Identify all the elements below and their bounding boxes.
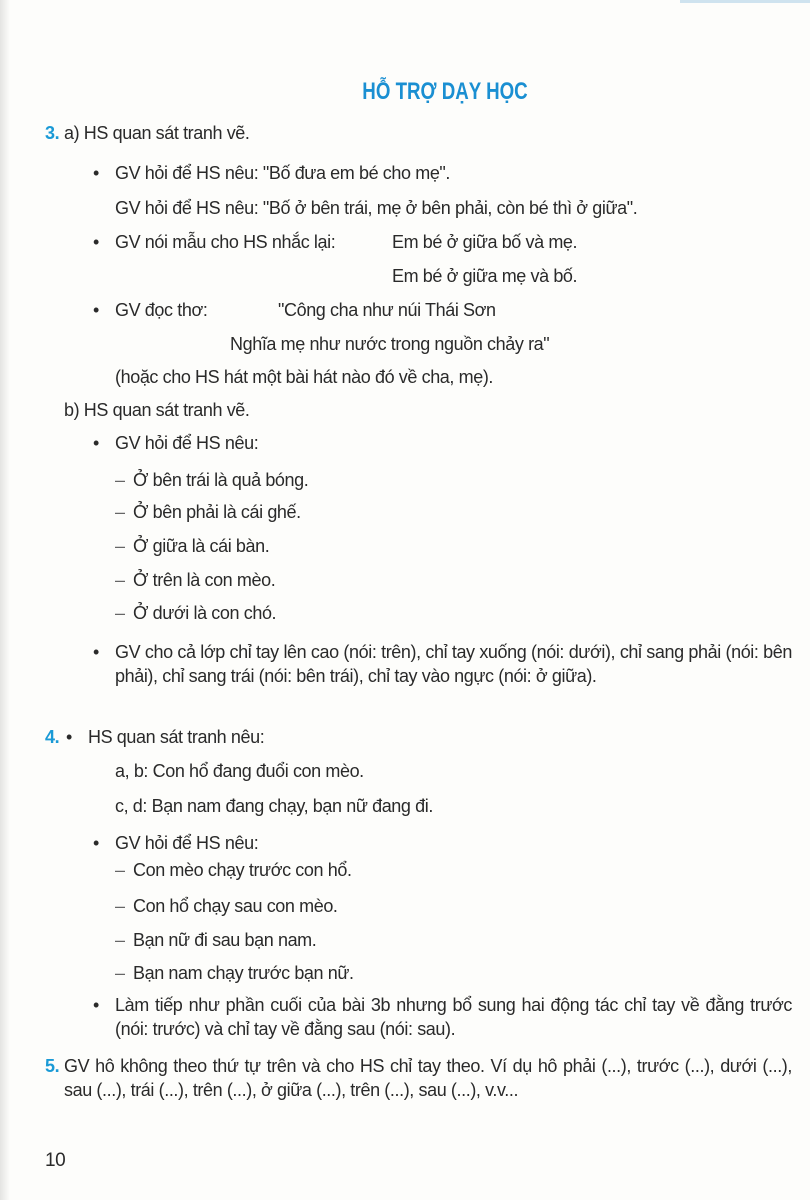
bullet-text: • GV hỏi để HS nêu: "Bố đưa em bé cho mẹ". <box>115 162 450 184</box>
list-item: – Ở giữa là cái bàn. <box>133 535 269 557</box>
page-edge-shadow <box>0 0 10 1200</box>
paragraph-text: a, b: Con hổ đang đuổi con mèo. <box>115 761 364 781</box>
paragraph-text: c, d: Bạn nam đang chạy, bạn nữ đang đi. <box>115 796 433 816</box>
example-line: Em bé ở giữa bố và mẹ. <box>392 232 578 252</box>
bullet-text: • GV hỏi để HS nêu: <box>115 832 258 854</box>
bullet-paragraph: • Làm tiếp như phần cuối của bài 3b nhưng bổ sung hai động tác chỉ tay về đằng trước (nói: trước) và chỉ tay về đằng sau (nói: sau). <box>115 993 792 1041</box>
list-item: – Bạn nam chạy trước bạn nữ. <box>133 962 354 984</box>
paragraph-text: GV hỏi để HS nêu: "Bố ở bên trái, mẹ ở bên phải, còn bé thì ở giữa". <box>115 198 638 218</box>
list-item: – Ở dưới là con chó. <box>133 602 276 624</box>
section-3-number: 3. <box>45 123 60 143</box>
bullet-text: • GV đọc thơ: <box>115 299 207 321</box>
bullet-text: • GV nói mẫu cho HS nhắc lại: <box>115 231 335 253</box>
paragraph-text: (hoặc cho HS hát một bài hát nào đó về cha, mẹ). <box>115 367 494 387</box>
list-item: – Ở trên là con mèo. <box>133 569 275 591</box>
list-item: – Ở bên phải là cái ghế. <box>133 501 301 523</box>
section-4-number: 4. <box>45 727 60 747</box>
example-line: Em bé ở giữa mẹ và bố. <box>392 266 578 286</box>
bullet-text: • GV hỏi để HS nêu: <box>115 432 258 454</box>
section-5-number: 5. <box>45 1056 60 1076</box>
bullet-text: • HS quan sát tranh nêu: <box>88 726 264 748</box>
paragraph-text: GV hô không theo thứ tự trên và cho HS chỉ tay theo. Ví dụ hô phải (...), trước (...), dưới (...), sau (...), trái (...), trên (...), ở giữa (...), trên (...), sau (...), v.v... <box>64 1056 792 1100</box>
top-border <box>680 0 810 3</box>
bullet-paragraph: • GV cho cả lớp chỉ tay lên cao (nói: trên), chỉ tay xuống (nói: dưới), chỉ sang phải (nói: bên phải), chỉ sang trái (nói: bên trái), chỉ tay vào ngực (nói: ở giữa). <box>115 640 792 688</box>
list-item: – Con hổ chạy sau con mèo. <box>133 895 338 917</box>
section-3a-heading: a) HS quan sát tranh vẽ. <box>64 123 250 143</box>
list-item: – Bạn nữ đi sau bạn nam. <box>133 929 316 951</box>
poem-line: "Công cha như núi Thái Sơn <box>278 300 496 320</box>
list-item: – Ở bên trái là quả bóng. <box>133 469 308 491</box>
poem-line: Nghĩa mẹ như nước trong nguồn chảy ra" <box>230 334 550 354</box>
section-3b-heading: b) HS quan sát tranh vẽ. <box>64 400 250 420</box>
page-number: 10 <box>45 1150 66 1171</box>
list-item: – Con mèo chạy trước con hổ. <box>133 859 352 881</box>
page-title: HỖ TRỢ DẠY HỌC <box>362 78 528 105</box>
